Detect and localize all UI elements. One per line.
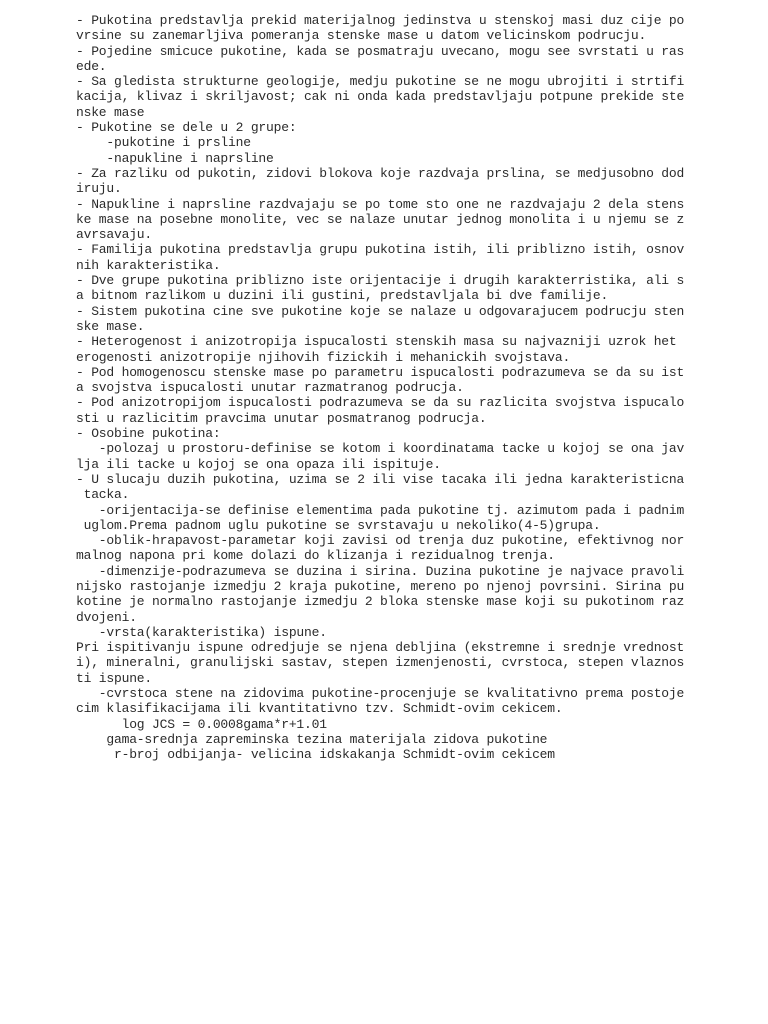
- document-text-line: a svojstva ispucalosti unutar razmatranog podrucja.: [76, 380, 464, 396]
- document-text-line: iruju.: [76, 181, 122, 197]
- document-text-line: malnog napona pri kome dolazi do klizanja i rezidualnog trenja.: [76, 548, 555, 564]
- document-text-line: - Pojedine smicuce pukotine, kada se posmatraju uvecano, mogu see svrstati u ras: [76, 43, 685, 59]
- document-text-line: -oblik-hrapavost-parametar koji zavisi od trenja duz pukotine, efektivnog nor: [76, 533, 685, 549]
- document-text-line: cim klasifikacijama ili kvantitativno tzv. Schmidt-ovim cekicem.: [76, 701, 563, 717]
- document-text-line: ede.: [76, 58, 107, 74]
- document-text-line: ti ispune.: [76, 670, 153, 686]
- document-text-line: - Pod anizotropijom ispucalosti podrazumeva se da su razlicita svojstva ispucalo: [76, 395, 685, 411]
- document-text-line: gama-srednja zapreminska tezina materijala zidova pukotine: [76, 731, 548, 747]
- document-text-line: - Familija pukotina predstavlja grupu pukotina istih, ili priblizno istih, osnov: [76, 242, 685, 258]
- document-text-line: -cvrstoca stene na zidovima pukotine-procenjuje se kvalitativno prema postoje: [76, 686, 685, 702]
- document-text-line: lja ili tacke u kojoj se ona opaza ili ispituje.: [76, 456, 441, 472]
- document-text-line: log JCS = 0.0008gama*r+1.01: [76, 716, 327, 732]
- document-text-line: -napukline i naprsline: [76, 150, 274, 166]
- document-text-line: - Sa gledista strukturne geologije, medju pukotine se ne mogu ubrojiti i strtifi: [76, 74, 685, 90]
- document-text-line: tacka.: [76, 487, 130, 503]
- document-text-line: Pri ispitivanju ispune odredjuje se njena debljina (ekstremne i srednje vrednost: [76, 640, 685, 656]
- document-text-line: kotine je normalno rastojanje izmedju 2 bloka stenske mase koji su pukotinom raz: [76, 594, 685, 610]
- document-text-line: - Sistem pukotina cine sve pukotine koje se nalaze u odgovarajucem podrucju sten: [76, 303, 685, 319]
- document-text-line: -dimenzije-podrazumeva se duzina i sirina. Duzina pukotine je najvace pravoli: [76, 563, 685, 579]
- document-text-line: a bitnom razlikom u duzini ili gustini, predstavljala bi dve familije.: [76, 288, 609, 304]
- document-text-line: sti u razlicitim pravcima unutar posmatranog podrucja.: [76, 410, 487, 426]
- document-text-line: -orijentacija-se definise elementima pada pukotine tj. azimutom pada i padnim: [76, 502, 685, 518]
- document-text-body: [76, 13, 684, 763]
- document-text-line: kacija, klivaz i skriljavost; cak ni onda kada predstavljaju potpune prekide ste: [76, 89, 685, 105]
- document-text-line: erogenosti anizotropije njihovih fizickih i mehanickih svojstava.: [76, 349, 571, 365]
- document-text-line: -vrsta(karakteristika) ispune.: [76, 624, 327, 640]
- document-text-line: - Pod homogenoscu stenske mase po parametru ispucalosti podrazumeva se da su ist: [76, 364, 685, 380]
- document-text-line: - Pukotine se dele u 2 grupe:: [76, 120, 297, 136]
- document-text-line: - Pukotina predstavlja prekid materijalnog jedinstva u stenskoj masi duz cije po: [76, 13, 685, 28]
- document-text-line: ke mase na posebne monolite, vec se nalaze unutar jednog monolita i u njemu se z: [76, 211, 685, 227]
- document-text-line: -polozaj u prostoru-definise se kotom i koordinatama tacke u kojoj se ona jav: [76, 441, 685, 457]
- document-text-line: - U slucaju duzih pukotina, uzima se 2 ili vise tacaka ili jedna karakteristicna: [76, 471, 685, 487]
- document-text-line: - Dve grupe pukotina priblizno iste orijentacije i drugih karakterristika, ali s: [76, 273, 685, 289]
- document-text-line: avrsavaju.: [76, 227, 153, 243]
- document-text-line: - Napukline i naprsline razdvajaju se po tome sto one ne razdvajaju 2 dela stens: [76, 196, 685, 212]
- document-text-line: r-broj odbijanja- velicina idskakanja Schmidt-ovim cekicem: [76, 747, 555, 763]
- document-text-line: nijsko rastojanje izmedju 2 kraja pukotine, mereno po njenoj povrsini. Sirina pu: [76, 578, 685, 594]
- document-text-line: nske mase: [76, 104, 145, 120]
- document-text-line: - Heterogenost i anizotropija ispucalosti stenskih masa su najvazniji uzrok het: [76, 334, 677, 350]
- document-text-line: -pukotine i prsline: [76, 135, 251, 151]
- document-text-line: - Za razliku od pukotin, zidovi blokova koje razdvaja prslina, se medjusobno dod: [76, 165, 685, 181]
- document-text-line: - Osobine pukotina:: [76, 426, 221, 442]
- document-text-line: nih karakteristika.: [76, 257, 221, 273]
- document-text-line: i), mineralni, granulijski sastav, stepen izmenjenosti, cvrstoca, stepen vlaznos: [76, 655, 685, 671]
- document-text-line: vrsine su zanemarljiva pomeranja stenske mase u datom velicinskom podrucju.: [76, 28, 647, 44]
- document-text-line: ske mase.: [76, 318, 145, 334]
- document-text-line: dvojeni.: [76, 609, 137, 625]
- document-text-line: uglom.Prema padnom uglu pukotine se svrstavaju u nekoliko(4-5)grupa.: [76, 517, 601, 533]
